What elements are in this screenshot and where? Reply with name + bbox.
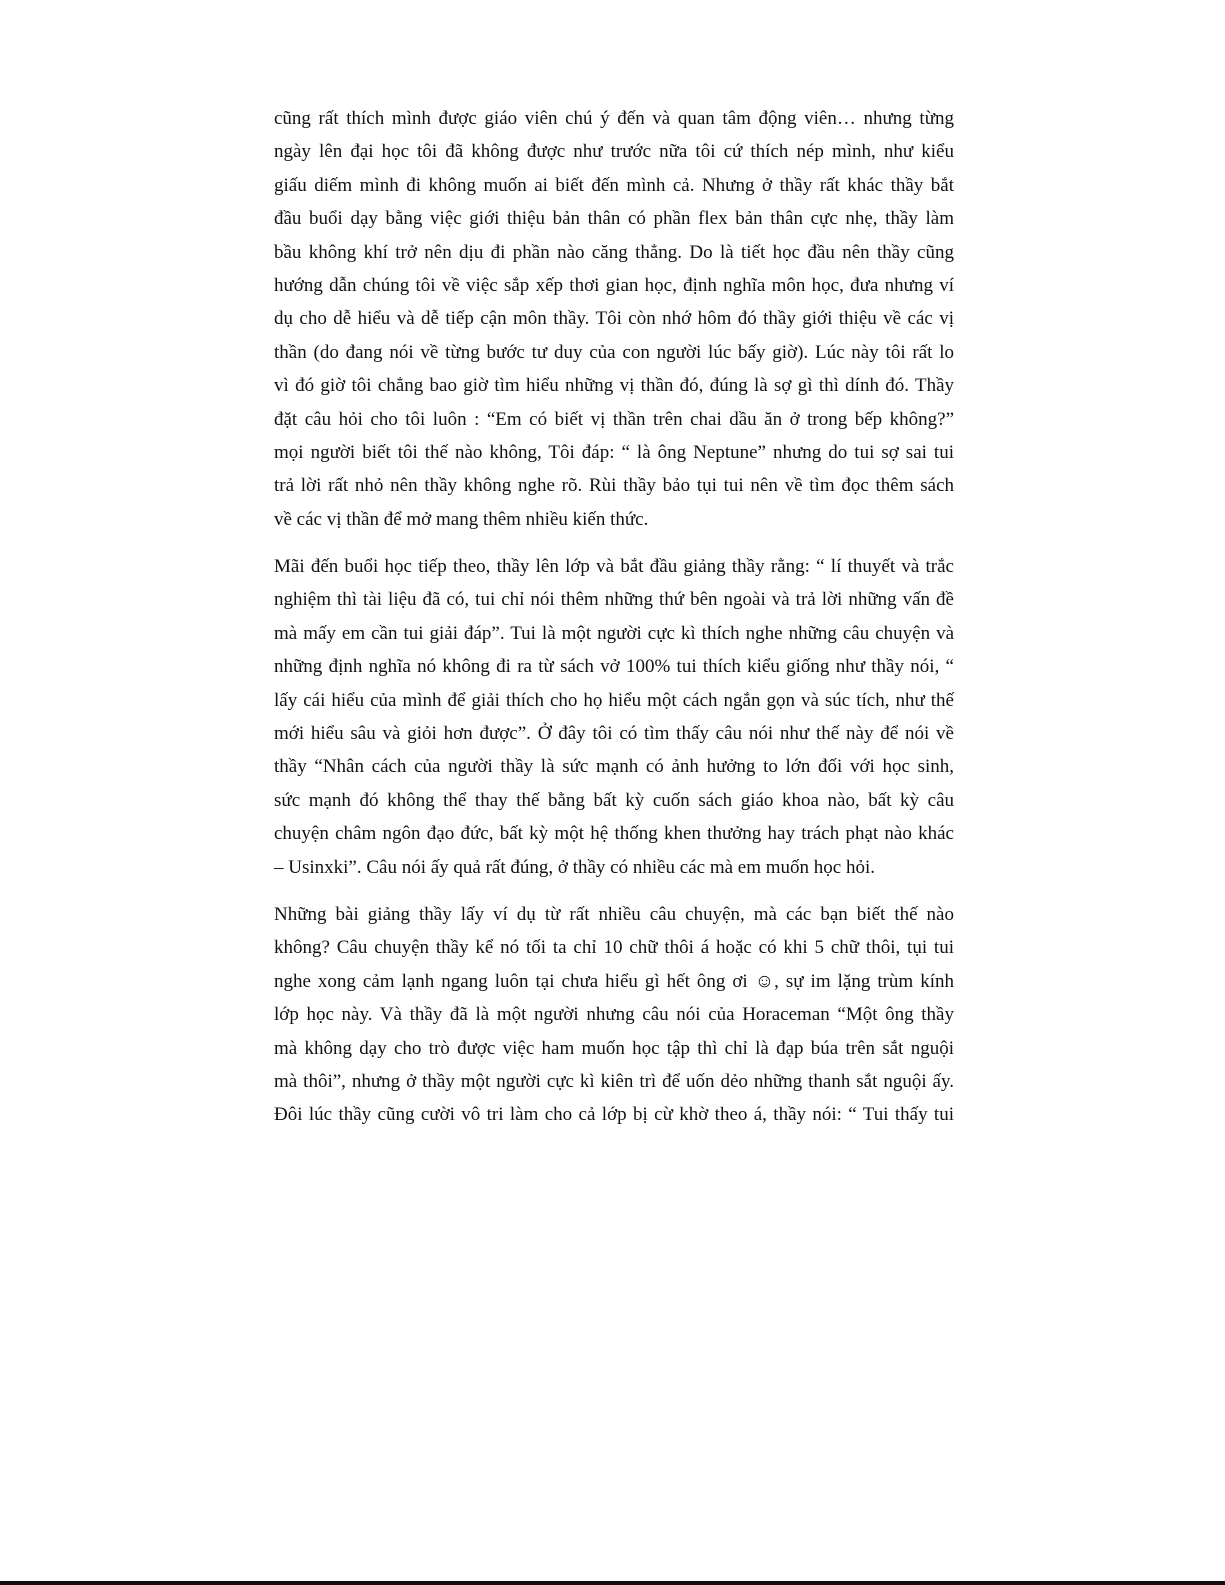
paragraph-3: [274, 898, 954, 1132]
text-line: mới hiểu sâu và giỏi hơn được”. Ở đây tôi có tìm thấy câu nói như thế này để nói về: [274, 723, 954, 745]
text-line: Mãi đến buổi học tiếp theo, thầy lên lớp và bắt đầu giảng thầy rằng: “ lí thuyết và trắc: [274, 556, 954, 578]
text-line: vì đó giờ tôi chẳng bao giờ tìm hiểu những vị thần đó, đúng là sợ gì thì dính đó. Thầy: [274, 375, 954, 397]
text-line: thầy “Nhân cách của người thầy là sức mạnh có ảnh hưởng to lớn đối với học sinh,: [274, 756, 954, 778]
text-line: mà mấy em cần tui giải đáp”. Tui là một người cực kì thích nghe những câu chuyện và: [274, 622, 954, 644]
text-line: mà không dạy cho trò được việc ham muốn học tập thì chỉ là đạp búa trên sắt nguội: [274, 1037, 954, 1059]
paragraph-2: [274, 550, 954, 884]
text-line: Những bài giảng thầy lấy ví dụ từ rất nhiều câu chuyện, mà các bạn biết thế nào: [274, 903, 954, 925]
paragraph-1: [274, 102, 954, 536]
text-line: những định nghĩa nó không đi ra từ sách vở 100% tui thích kiểu giống như thầy nói, “: [274, 656, 954, 678]
body-text: [274, 102, 954, 1146]
text-line: dụ cho dễ hiểu và dễ tiếp cận môn thầy. Tôi còn nhớ hôm đó thầy giới thiệu về các vị: [274, 308, 954, 330]
text-line: chuyện châm ngôn đạo đức, bất kỳ một hệ thống khen thưởng hay trách phạt nào khác: [274, 823, 954, 845]
text-line: bầu không khí trở nên dịu đi phần nào căng thẳng. Do là tiết học đầu nên thầy cũng: [274, 241, 954, 263]
text-line: lấy cái hiểu của mình để giải thích cho họ hiểu một cách ngắn gọn và súc tích, như thế: [274, 689, 954, 711]
text-line: cũng rất thích mình được giáo viên chú ý đến và quan tâm động viên… nhưng từng: [274, 108, 954, 129]
text-line: đặt câu hỏi cho tôi luôn : “Em có biết vị thần trên chai dầu ăn ở trong bếp không?”: [274, 408, 954, 430]
text-line: hướng dẫn chúng tôi về việc sắp xếp thơi gian học, định nghĩa môn học, đưa nhưng ví: [274, 274, 954, 296]
text-line: đầu buổi dạy bằng việc giới thiệu bản thân có phần flex bản thân cực nhẹ, thầy làm: [274, 208, 954, 230]
text-line: không? Câu chuyện thầy kể nó tối ta chỉ 10 chữ thôi á hoặc có khi 5 chữ thôi, tụi tui: [274, 937, 954, 959]
text-line: sức mạnh đó không thể thay thế bằng bất kỳ cuốn sách giáo khoa nào, bất kỳ câu: [274, 789, 954, 811]
text-line: trả lời rất nhỏ nên thầy không nghe rõ. Rùi thầy bảo tụi tui nên về tìm đọc thêm sách: [274, 475, 954, 497]
text-line: – Usinxki”. Câu nói ấy quả rất đúng, ở thầy có nhiều các mà em muốn học hỏi.: [274, 856, 876, 878]
text-line: mà thôi”, nhưng ở thầy một người cực kì kiên trì để uốn dẻo những thanh sắt nguội ấy.: [274, 1070, 954, 1092]
text-line: Đôi lúc thầy cũng cười vô tri làm cho cả lớp bị cừ khờ theo á, thầy nói: “ Tui thấy tui: [274, 1104, 954, 1126]
text-line: giấu diếm mình đi không muốn ai biết đến mình cả. Nhưng ở thầy rất khác thầy bắt: [274, 174, 954, 196]
text-line: nghiệm thì tài liệu đã có, tui chỉ nói thêm những thứ bên ngoài và trả lời những vấn đề: [274, 589, 954, 611]
text-line: mọi người biết tôi thế nào không, Tôi đáp: “ là ông Neptune” nhưng do tui sợ sai tui: [274, 441, 954, 463]
text-line: về các vị thần để mở mang thêm nhiều kiến thức.: [274, 508, 649, 530]
text-line: lớp học này. Và thầy đã là một người nhưng câu nói của Horaceman “Một ông thầy: [274, 1004, 954, 1026]
page-bottom-edge: [0, 1581, 1225, 1585]
text-line: thần (do đang nói về từng bước tư duy của con người lúc bấy giờ). Lúc này tôi rất lo: [274, 341, 954, 363]
text-line: ngày lên đại học tôi đã không được như trước nữa tôi cứ thích nép mình, như kiểu: [274, 141, 954, 163]
text-line: nghe xong cảm lạnh ngang luôn tại chưa hiểu gì hết ông ơi ☺, sự im lặng trùm kính: [274, 970, 954, 992]
